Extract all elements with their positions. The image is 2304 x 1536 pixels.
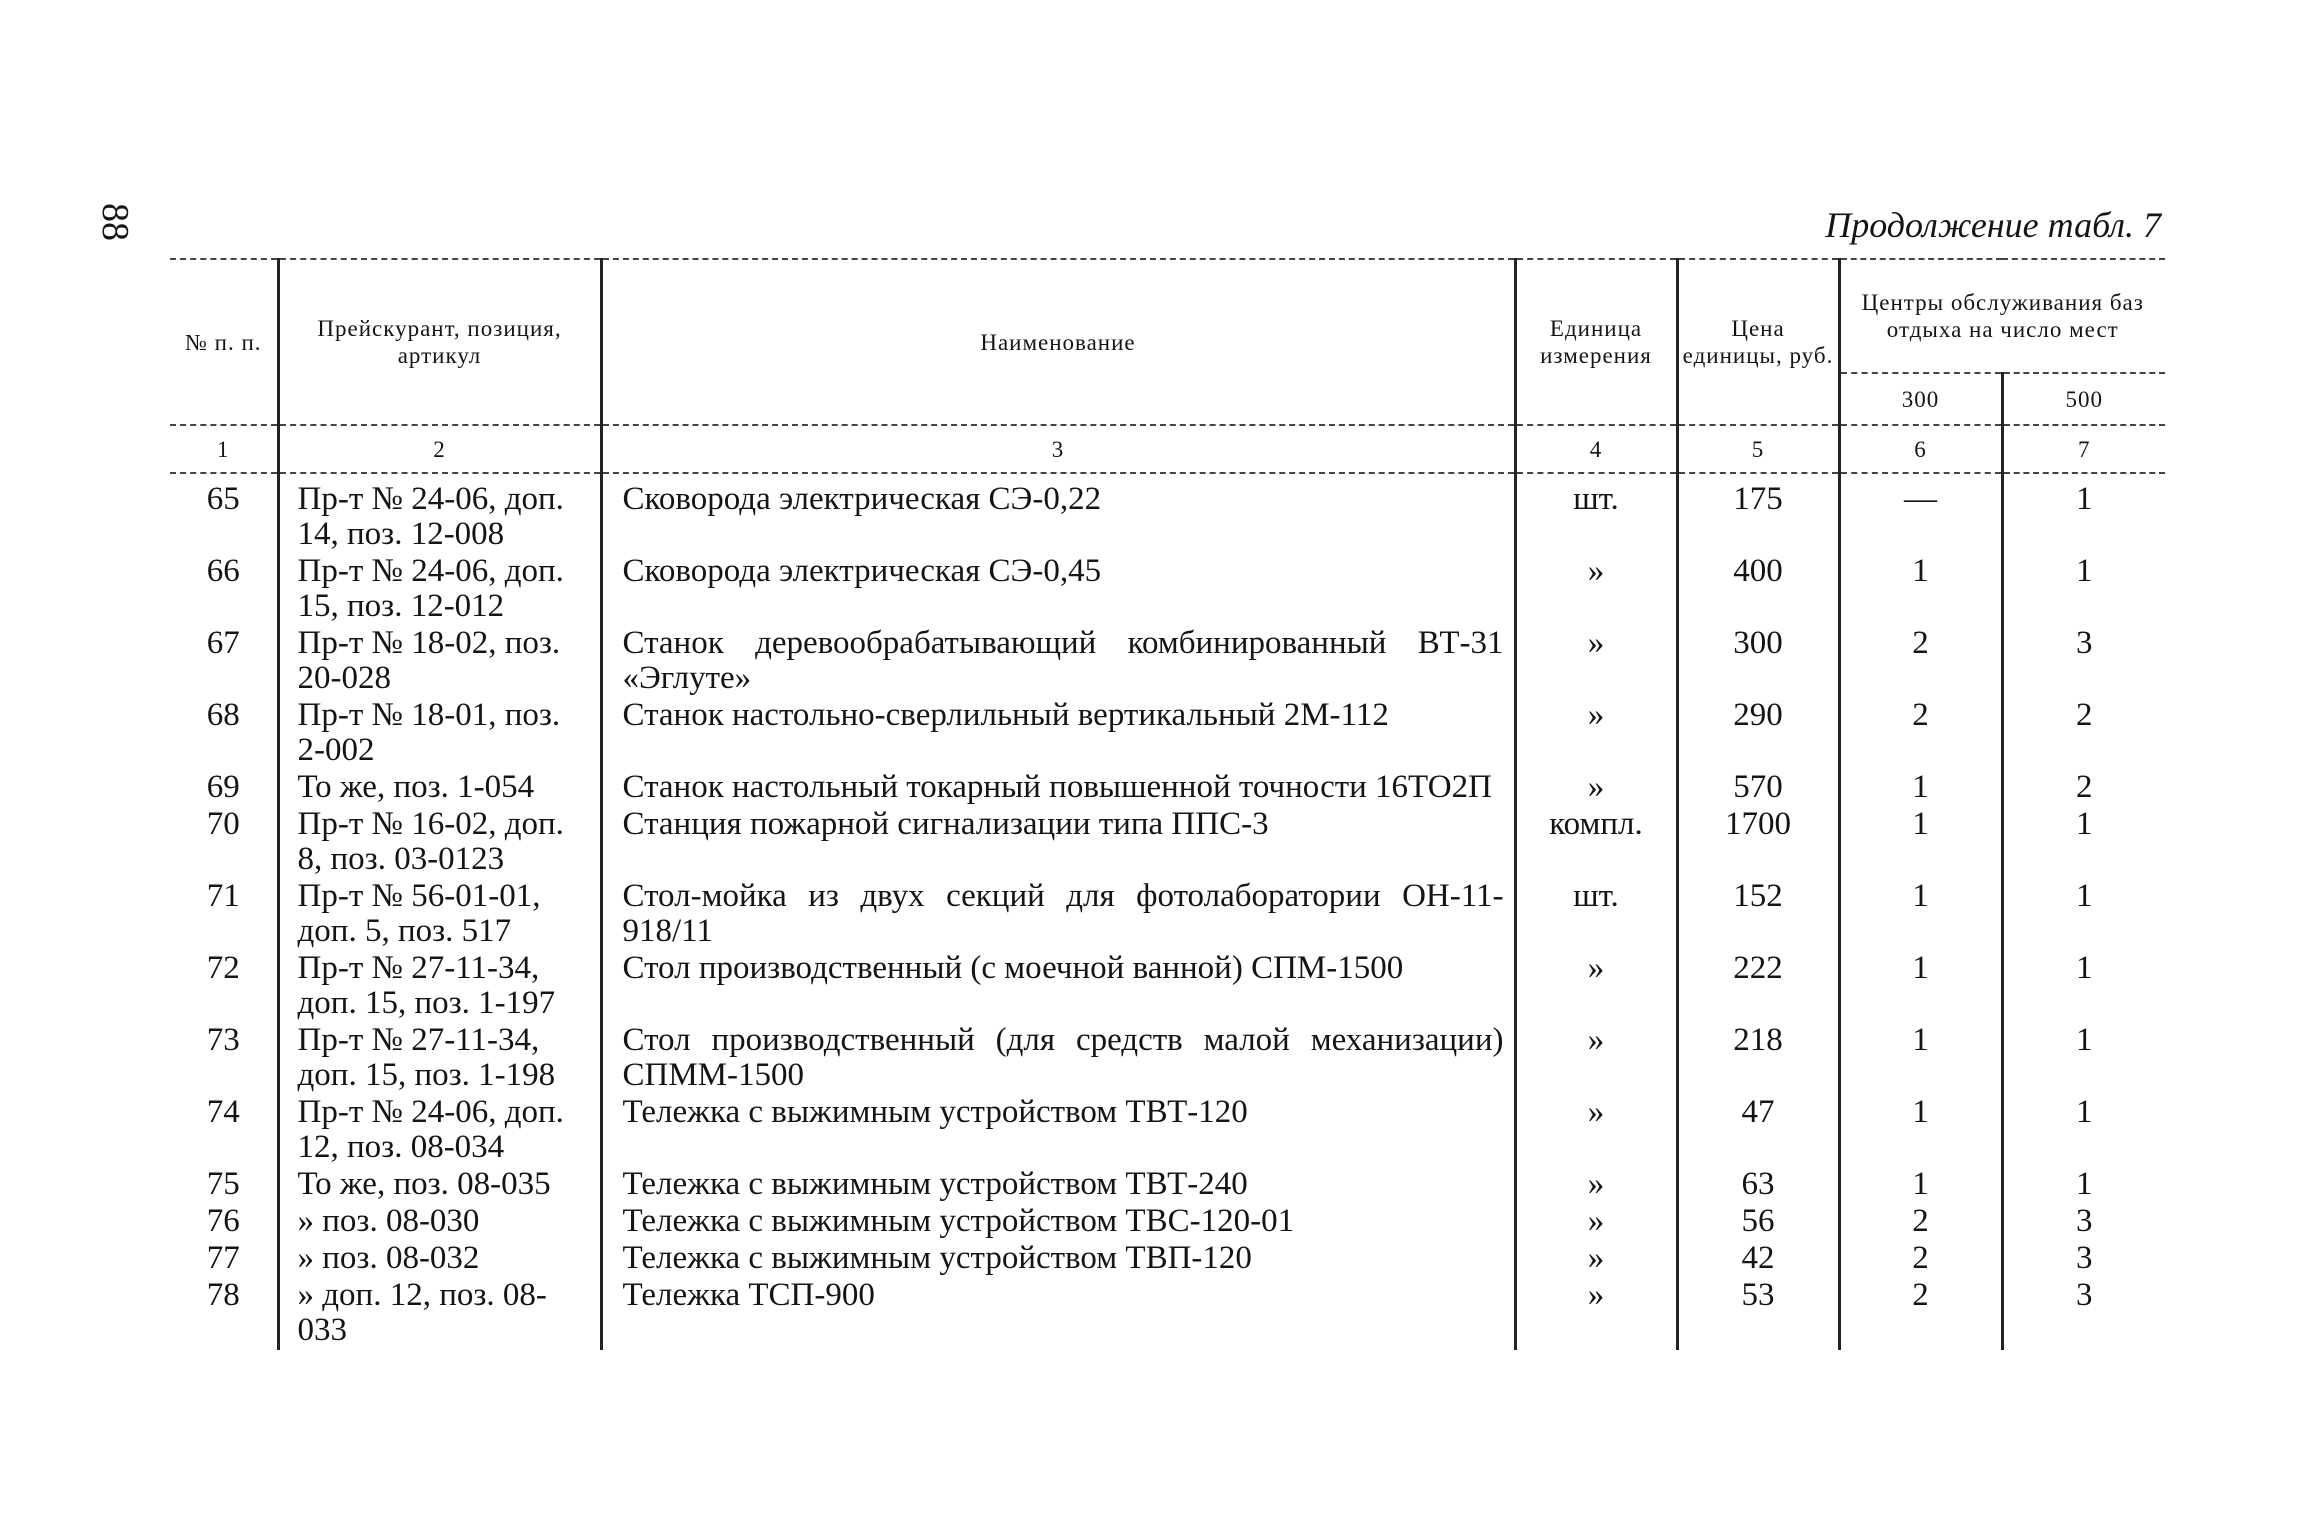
pricelist-cell: Пр-т № 16-02, доп. 8, поз. 03-0123 <box>278 807 601 879</box>
table-body <box>170 473 2165 1350</box>
price-cell: 218 <box>1677 1023 1839 1095</box>
name-cell: Сковорода электрическая СЭ-0,45 <box>601 554 1515 626</box>
name-cell: Станция пожарной сигнализации типа ППС-3 <box>601 807 1515 879</box>
row-number: 74 <box>206 1094 240 1130</box>
unit-cell: шт. <box>1515 473 1677 554</box>
unit-cell: » <box>1515 698 1677 770</box>
row-number: 66 <box>206 553 240 589</box>
pricelist-cell: » доп. 12, поз. 08-033 <box>278 1278 601 1350</box>
price-cell: 56 <box>1677 1204 1839 1241</box>
unit-cell: » <box>1515 554 1677 626</box>
name-cell: Стол-мойка из двух секций для фотолаборатории ОН-11-918/11 <box>601 879 1515 951</box>
qty-500-cell: 3 <box>2002 1204 2165 1241</box>
qty-500-cell: 1 <box>2002 1167 2165 1204</box>
qty-300-cell: 1 <box>1839 1023 2002 1095</box>
unit-cell: » <box>1515 1167 1677 1204</box>
table-row <box>170 473 2165 554</box>
column-number: 6 <box>1839 425 2002 473</box>
unit-cell: » <box>1515 1241 1677 1278</box>
unit-cell: » <box>1515 1095 1677 1167</box>
qty-500-cell: 2 <box>2002 698 2165 770</box>
qty-500-cell: 1 <box>2002 473 2165 554</box>
qty-500-cell: 1 <box>2002 1095 2165 1167</box>
unit-cell: шт. <box>1515 879 1677 951</box>
unit-cell: компл. <box>1515 807 1677 879</box>
pricelist-cell: » поз. 08-032 <box>278 1241 601 1278</box>
qty-300-cell: 1 <box>1839 879 2002 951</box>
pricelist-cell: То же, поз. 1-054 <box>278 770 601 807</box>
row-number: 69 <box>206 769 240 805</box>
price-cell: 290 <box>1677 698 1839 770</box>
price-cell: 175 <box>1677 473 1839 554</box>
name-cell: Стол производственный (для средств малой механизации) СПММ-1500 <box>601 1023 1515 1095</box>
unit-cell: » <box>1515 1278 1677 1350</box>
pricelist-cell: Пр-т № 24-06, доп. 14, поз. 12-008 <box>278 473 601 554</box>
column-number: 5 <box>1677 425 1839 473</box>
name-cell: Тележка с выжимным устройством ТВТ-120 <box>601 1095 1515 1167</box>
name-cell: Станок настольно-сверлильный вертикальный 2М-112 <box>601 698 1515 770</box>
name-cell: Стол производственный (с моечной ванной) СПМ-1500 <box>601 951 1515 1023</box>
qty-300-cell: 2 <box>1839 626 2002 698</box>
row-number: 76 <box>206 1203 240 1239</box>
header-price: Цена единицы, руб. <box>1677 259 1839 425</box>
header-service-centers: Центры обслуживания баз отдыха на число мест <box>1839 259 2165 373</box>
pricelist-cell: Пр-т № 27-11-34, доп. 15, поз. 1-198 <box>278 1023 601 1095</box>
table-row <box>170 951 2165 1023</box>
qty-300-cell: 1 <box>1839 770 2002 807</box>
row-number: 71 <box>206 878 240 914</box>
table-row <box>170 770 2165 807</box>
price-cell: 152 <box>1677 879 1839 951</box>
table-row <box>170 1023 2165 1095</box>
pricelist-cell: » поз. 08-030 <box>278 1204 601 1241</box>
qty-300-cell: 2 <box>1839 1204 2002 1241</box>
column-number: 1 <box>170 425 278 473</box>
name-cell: Тележка с выжимным устройством ТВС-120-01 <box>601 1204 1515 1241</box>
qty-300-cell: 2 <box>1839 698 2002 770</box>
unit-cell: » <box>1515 1023 1677 1095</box>
table-row <box>170 1167 2165 1204</box>
qty-300-cell: 2 <box>1839 1241 2002 1278</box>
table-row <box>170 1241 2165 1278</box>
name-cell: Станок деревообрабатывающий комбинированный ВТ-31 «Эглуте» <box>601 626 1515 698</box>
column-number: 4 <box>1515 425 1677 473</box>
qty-500-cell: 1 <box>2002 807 2165 879</box>
name-cell: Станок настольный токарный повышенной точности 16ТО2П <box>601 770 1515 807</box>
qty-300-cell: 1 <box>1839 554 2002 626</box>
row-number: 73 <box>206 1022 240 1058</box>
equipment-table <box>170 258 2165 1350</box>
qty-500-cell: 2 <box>2002 770 2165 807</box>
pricelist-cell: Пр-т № 56-01-01, доп. 5, поз. 517 <box>278 879 601 951</box>
row-number: 68 <box>206 697 240 733</box>
price-cell: 1700 <box>1677 807 1839 879</box>
qty-500-cell: 3 <box>2002 1278 2165 1350</box>
header-name: Наименование <box>601 259 1515 425</box>
price-cell: 53 <box>1677 1278 1839 1350</box>
column-number: 7 <box>2002 425 2165 473</box>
unit-cell: » <box>1515 770 1677 807</box>
qty-300-cell: 1 <box>1839 1167 2002 1204</box>
qty-500-cell: 1 <box>2002 879 2165 951</box>
unit-cell: » <box>1515 951 1677 1023</box>
pricelist-cell: Пр-т № 18-01, поз. 2-002 <box>278 698 601 770</box>
row-number: 72 <box>206 950 240 986</box>
row-number: 77 <box>206 1240 240 1276</box>
price-cell: 570 <box>1677 770 1839 807</box>
qty-500-cell: 1 <box>2002 554 2165 626</box>
qty-500-cell: 3 <box>2002 626 2165 698</box>
qty-500-cell: 1 <box>2002 951 2165 1023</box>
price-cell: 300 <box>1677 626 1839 698</box>
header-300: 300 <box>1839 373 2002 425</box>
table-row <box>170 1204 2165 1241</box>
table-row <box>170 1095 2165 1167</box>
header-no: № п. п. <box>170 259 278 425</box>
column-number: 3 <box>601 425 1515 473</box>
qty-300-cell: 2 <box>1839 1278 2002 1350</box>
header-500: 500 <box>2002 373 2165 425</box>
unit-cell: » <box>1515 1204 1677 1241</box>
table-caption: Продолжение табл. 7 <box>1825 205 2161 245</box>
row-number: 75 <box>206 1166 240 1202</box>
pricelist-cell: Пр-т № 24-06, доп. 15, поз. 12-012 <box>278 554 601 626</box>
name-cell: Тележка ТСП-900 <box>601 1278 1515 1350</box>
table-row <box>170 879 2165 951</box>
column-number: 2 <box>278 425 601 473</box>
table-row <box>170 626 2165 698</box>
name-cell: Сковорода электрическая СЭ-0,22 <box>601 473 1515 554</box>
qty-300-cell: 1 <box>1839 1095 2002 1167</box>
qty-300-cell: — <box>1839 473 2002 554</box>
table-header <box>170 259 2165 473</box>
pricelist-cell: То же, поз. 08-035 <box>278 1167 601 1204</box>
qty-500-cell: 1 <box>2002 1023 2165 1095</box>
row-number: 78 <box>206 1277 240 1313</box>
name-cell: Тележка с выжимным устройством ТВТ-240 <box>601 1167 1515 1204</box>
table-row <box>170 807 2165 879</box>
table-row <box>170 554 2165 626</box>
price-cell: 63 <box>1677 1167 1839 1204</box>
price-cell: 222 <box>1677 951 1839 1023</box>
header-pricelist: Прейскурант, позиция, артикул <box>278 259 601 425</box>
row-number: 70 <box>206 806 240 842</box>
qty-300-cell: 1 <box>1839 951 2002 1023</box>
row-number: 67 <box>206 625 240 661</box>
row-number: 65 <box>206 481 240 517</box>
qty-500-cell: 3 <box>2002 1241 2165 1278</box>
pricelist-cell: Пр-т № 24-06, доп. 12, поз. 08-034 <box>278 1095 601 1167</box>
table-row <box>170 698 2165 770</box>
pricelist-cell: Пр-т № 18-02, поз. 20-028 <box>278 626 601 698</box>
unit-cell: » <box>1515 626 1677 698</box>
header-unit: Единица измерения <box>1515 259 1677 425</box>
table-row <box>170 1278 2165 1350</box>
pricelist-cell: Пр-т № 27-11-34, доп. 15, поз. 1-197 <box>278 951 601 1023</box>
qty-300-cell: 1 <box>1839 807 2002 879</box>
price-cell: 42 <box>1677 1241 1839 1278</box>
name-cell: Тележка с выжимным устройством ТВП-120 <box>601 1241 1515 1278</box>
page-number: 88 <box>94 203 136 241</box>
price-cell: 400 <box>1677 554 1839 626</box>
price-cell: 47 <box>1677 1095 1839 1167</box>
